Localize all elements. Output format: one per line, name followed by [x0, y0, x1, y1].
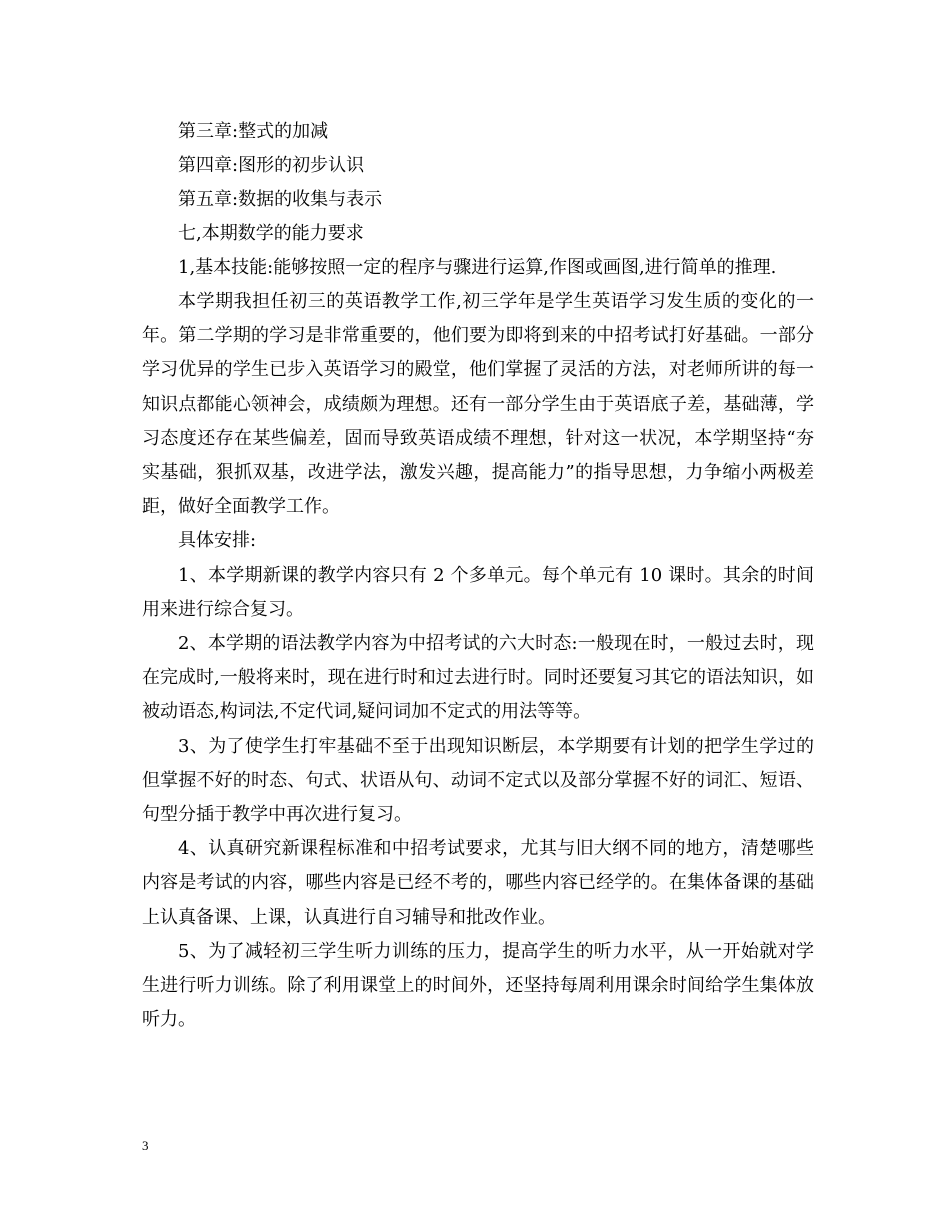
document-body [142, 115, 814, 1037]
arrangement-item-5: 5、为了减轻初三学生听力训练的压力，提高学生的听力水平，从一开始就对学生进行听力训练。除了利用课堂上的时间外，还坚持每周利用课余时间给学生集体放听力。 [142, 940, 814, 1031]
chapter-four-line: 第四章:图形的初步认识 [178, 155, 365, 176]
intro-paragraph: 本学期我担任初三的英语教学工作,初三学年是学生英语学习发生质的变化的一年。第二学期的学习是非常重要的，他们要为即将到来的中招考试打好基础。一部分学习优异的学生已步入英语学习的殿堂，他们掌握了灵活的方法，对老师所讲的每一知识点都能心领神会，成绩颇为理想。还有一部分学生由于英语底子差，基础薄，学习态度还存在某些偏差，固而导致英语成绩不理想，针对这一状况，本学期坚持“夯实基础，狠抓双基，改进学法，激发兴趣，提高能力”的指导思想，力争缩小两极差距，做好全面教学工作。 [142, 291, 814, 518]
arrangement-heading: 具体安排: [178, 530, 257, 552]
arrangement-item-1: 1、本学期新课的教学内容只有 2 个多单元。每个单元有 10 课时。其余的时间用来进行综合复习。 [142, 564, 814, 620]
basic-skills-line: 1,基本技能:能够按照一定的程序与骤进行运算,作图或画图,进行简单的推理. [178, 257, 777, 278]
arrangement-item-2: 2、本学期的语法教学内容为中招考试的六大时态:一般现在时，一般过去时，现在完成时,一般将来时，现在进行时和过去进行时。同时还要复习其它的语法知识，如被动语态,构词法,不定代词,疑问词加不定式的用法等等。 [142, 633, 814, 723]
page-number: 3 [142, 1138, 149, 1153]
chapter-five-line: 第五章:数据的收集与表示 [178, 189, 383, 210]
chapter-three-line: 第三章:整式的加减 [178, 121, 329, 142]
section-heading-ability: 七,本期数学的能力要求 [178, 223, 364, 244]
arrangement-item-4: 4、认真研究新课程标准和中招考试要求，尤其与旧大纲不同的地方，清楚哪些内容是考试的内容，哪些内容是已经不考的，哪些内容已经学的。在集体备课的基础上认真备课、上课，认真进行自习辅导和批改作业。 [142, 838, 814, 928]
arrangement-item-3: 3、为了使学生打牢基础不至于出现知识断层，本学期要有计划的把学生学过的但掌握不好的时态、句式、状语从句、动词不定式以及部分掌握不好的词汇、短语、句型分插于教学中再次进行复习。 [142, 735, 814, 826]
